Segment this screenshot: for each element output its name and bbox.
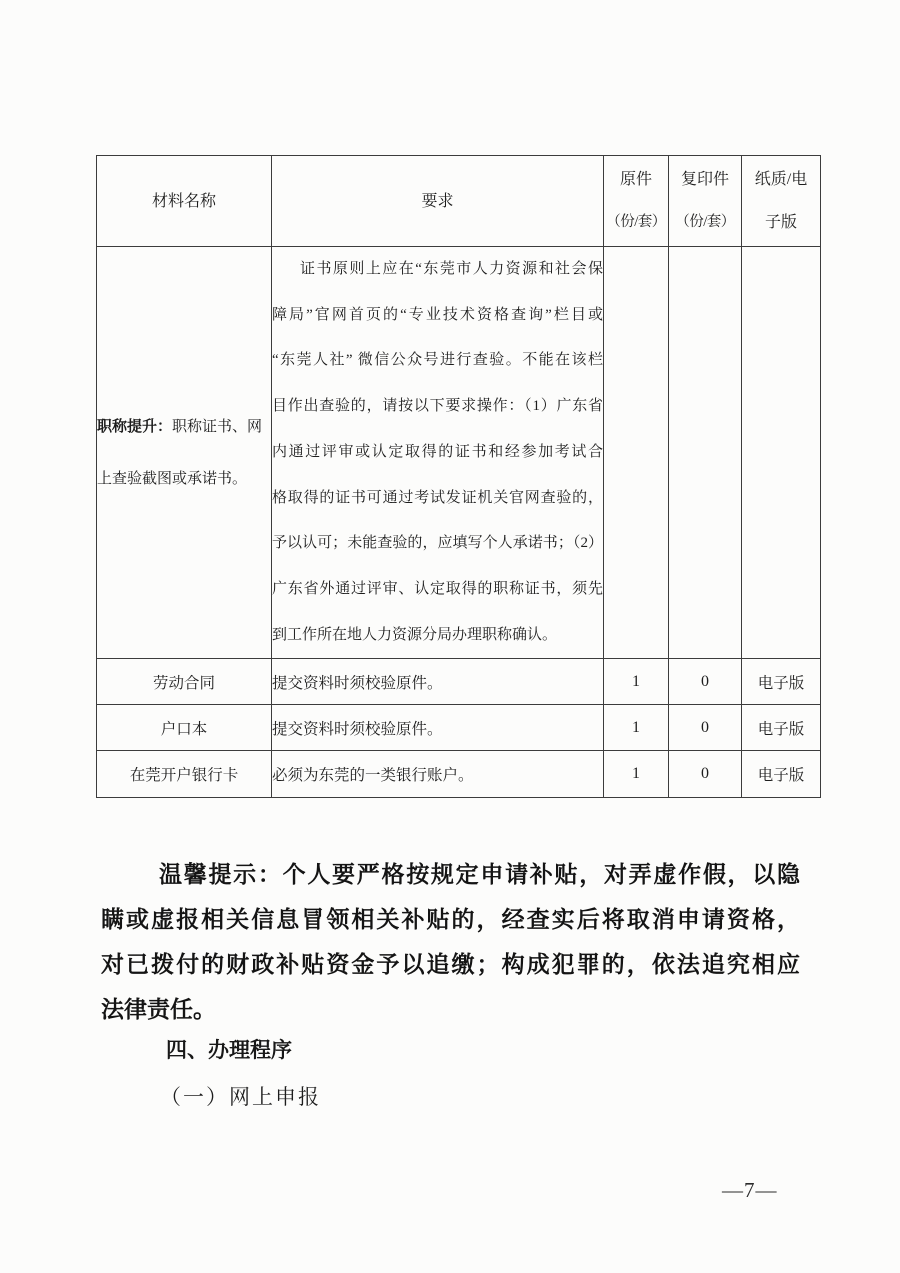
requirement-line: 目作出查验的，请按以下要求操作：（1）广东省	[272, 398, 603, 415]
notice-line: 温馨提示：个人要严格按规定申请补贴，对弄虚作假，以隐	[159, 861, 800, 887]
header-label: 子版	[764, 214, 797, 231]
col-header-material-name	[97, 156, 272, 247]
header-label: 要求	[421, 192, 454, 210]
requirement-line: 内通过评审或认定取得的证书和经参加考试合	[272, 443, 603, 460]
requirement-line: “东莞人社” 微信公众号进行查验。不能在该栏	[272, 352, 603, 369]
copy-count-cell: 0	[669, 659, 742, 705]
material-name-cell: 在莞开户银行卡	[97, 751, 272, 798]
requirement-cell: 必须为东莞的一类银行账户。	[272, 751, 604, 798]
header-label: 材料名称	[151, 192, 216, 210]
material-name-cell: 劳动合同	[97, 659, 272, 705]
table-row-title-promotion	[97, 247, 821, 659]
subsection-heading: （一）网上申报	[160, 1085, 321, 1109]
header-label: 复印件	[680, 171, 729, 188]
requirement-cell: 提交资料时须校验原件。	[272, 659, 604, 705]
requirement-line: 格取得的证书可通过考试发证机关官网查验的，	[272, 489, 603, 506]
table-row-household-register	[97, 705, 821, 751]
requirement-cell	[272, 247, 604, 659]
requirement-line: 障局”官网首页的“专业技术资格查询”栏目或	[272, 306, 603, 323]
material-name-line: 上查验截图或承诺书。	[97, 470, 248, 487]
copy-count-cell	[669, 247, 742, 659]
material-name-cell	[97, 247, 272, 659]
table-row-labor-contract	[97, 659, 821, 705]
original-count-cell: 1	[604, 751, 669, 798]
format-cell: 电子版	[742, 751, 821, 798]
notice-line: 瞒或虚报相关信息冒领相关补贴的，经查实后将取消申请资格，	[101, 906, 800, 932]
header-label: （份/套）	[675, 214, 735, 230]
col-header-requirement	[272, 156, 604, 247]
table-header	[97, 156, 821, 247]
requirement-cell: 提交资料时须校验原件。	[272, 705, 604, 751]
page-number: —7—	[722, 1178, 778, 1202]
col-header-copy	[669, 156, 742, 247]
copy-count-cell: 0	[669, 705, 742, 751]
requirement-line: 广东省外通过评审、认定取得的职称证书，须先	[272, 580, 603, 597]
requirement-line: 证书原则上应在“东莞市人力资源和社会保	[300, 261, 603, 277]
original-count-cell: 1	[604, 705, 669, 751]
copy-count-cell: 0	[669, 751, 742, 798]
original-count-cell	[604, 247, 669, 659]
notice-line: 法律责任。	[101, 996, 216, 1022]
notice-paragraph	[101, 852, 800, 1032]
col-header-format	[742, 156, 821, 247]
material-name-line	[97, 401, 271, 453]
format-cell	[742, 247, 821, 659]
notice-line: 对已拨付的财政补贴资金予以追缴；构成犯罪的，依法追究相应	[101, 951, 800, 977]
header-label: （份/套）	[606, 214, 666, 230]
materials-table	[96, 155, 821, 798]
requirement-line: 予以认可；未能查验的，应填写个人承诺书；（2）	[272, 535, 603, 552]
material-name-bold: 职称提升：	[97, 418, 173, 435]
requirement-line: 到工作所在地人力资源分局办理职称确认。	[272, 626, 558, 643]
format-cell: 电子版	[742, 705, 821, 751]
original-count-cell: 1	[604, 659, 669, 705]
table-header-row	[97, 156, 821, 247]
section-heading: 四、办理程序	[166, 1039, 292, 1062]
header-label: 原件	[619, 171, 652, 188]
col-header-original	[604, 156, 669, 247]
header-label: 纸质/电	[754, 171, 808, 188]
material-name-cell: 户口本	[97, 705, 272, 751]
table-row-bank-card	[97, 751, 821, 798]
format-cell: 电子版	[742, 659, 821, 705]
material-name-rest: 职称证书、网	[172, 418, 263, 435]
